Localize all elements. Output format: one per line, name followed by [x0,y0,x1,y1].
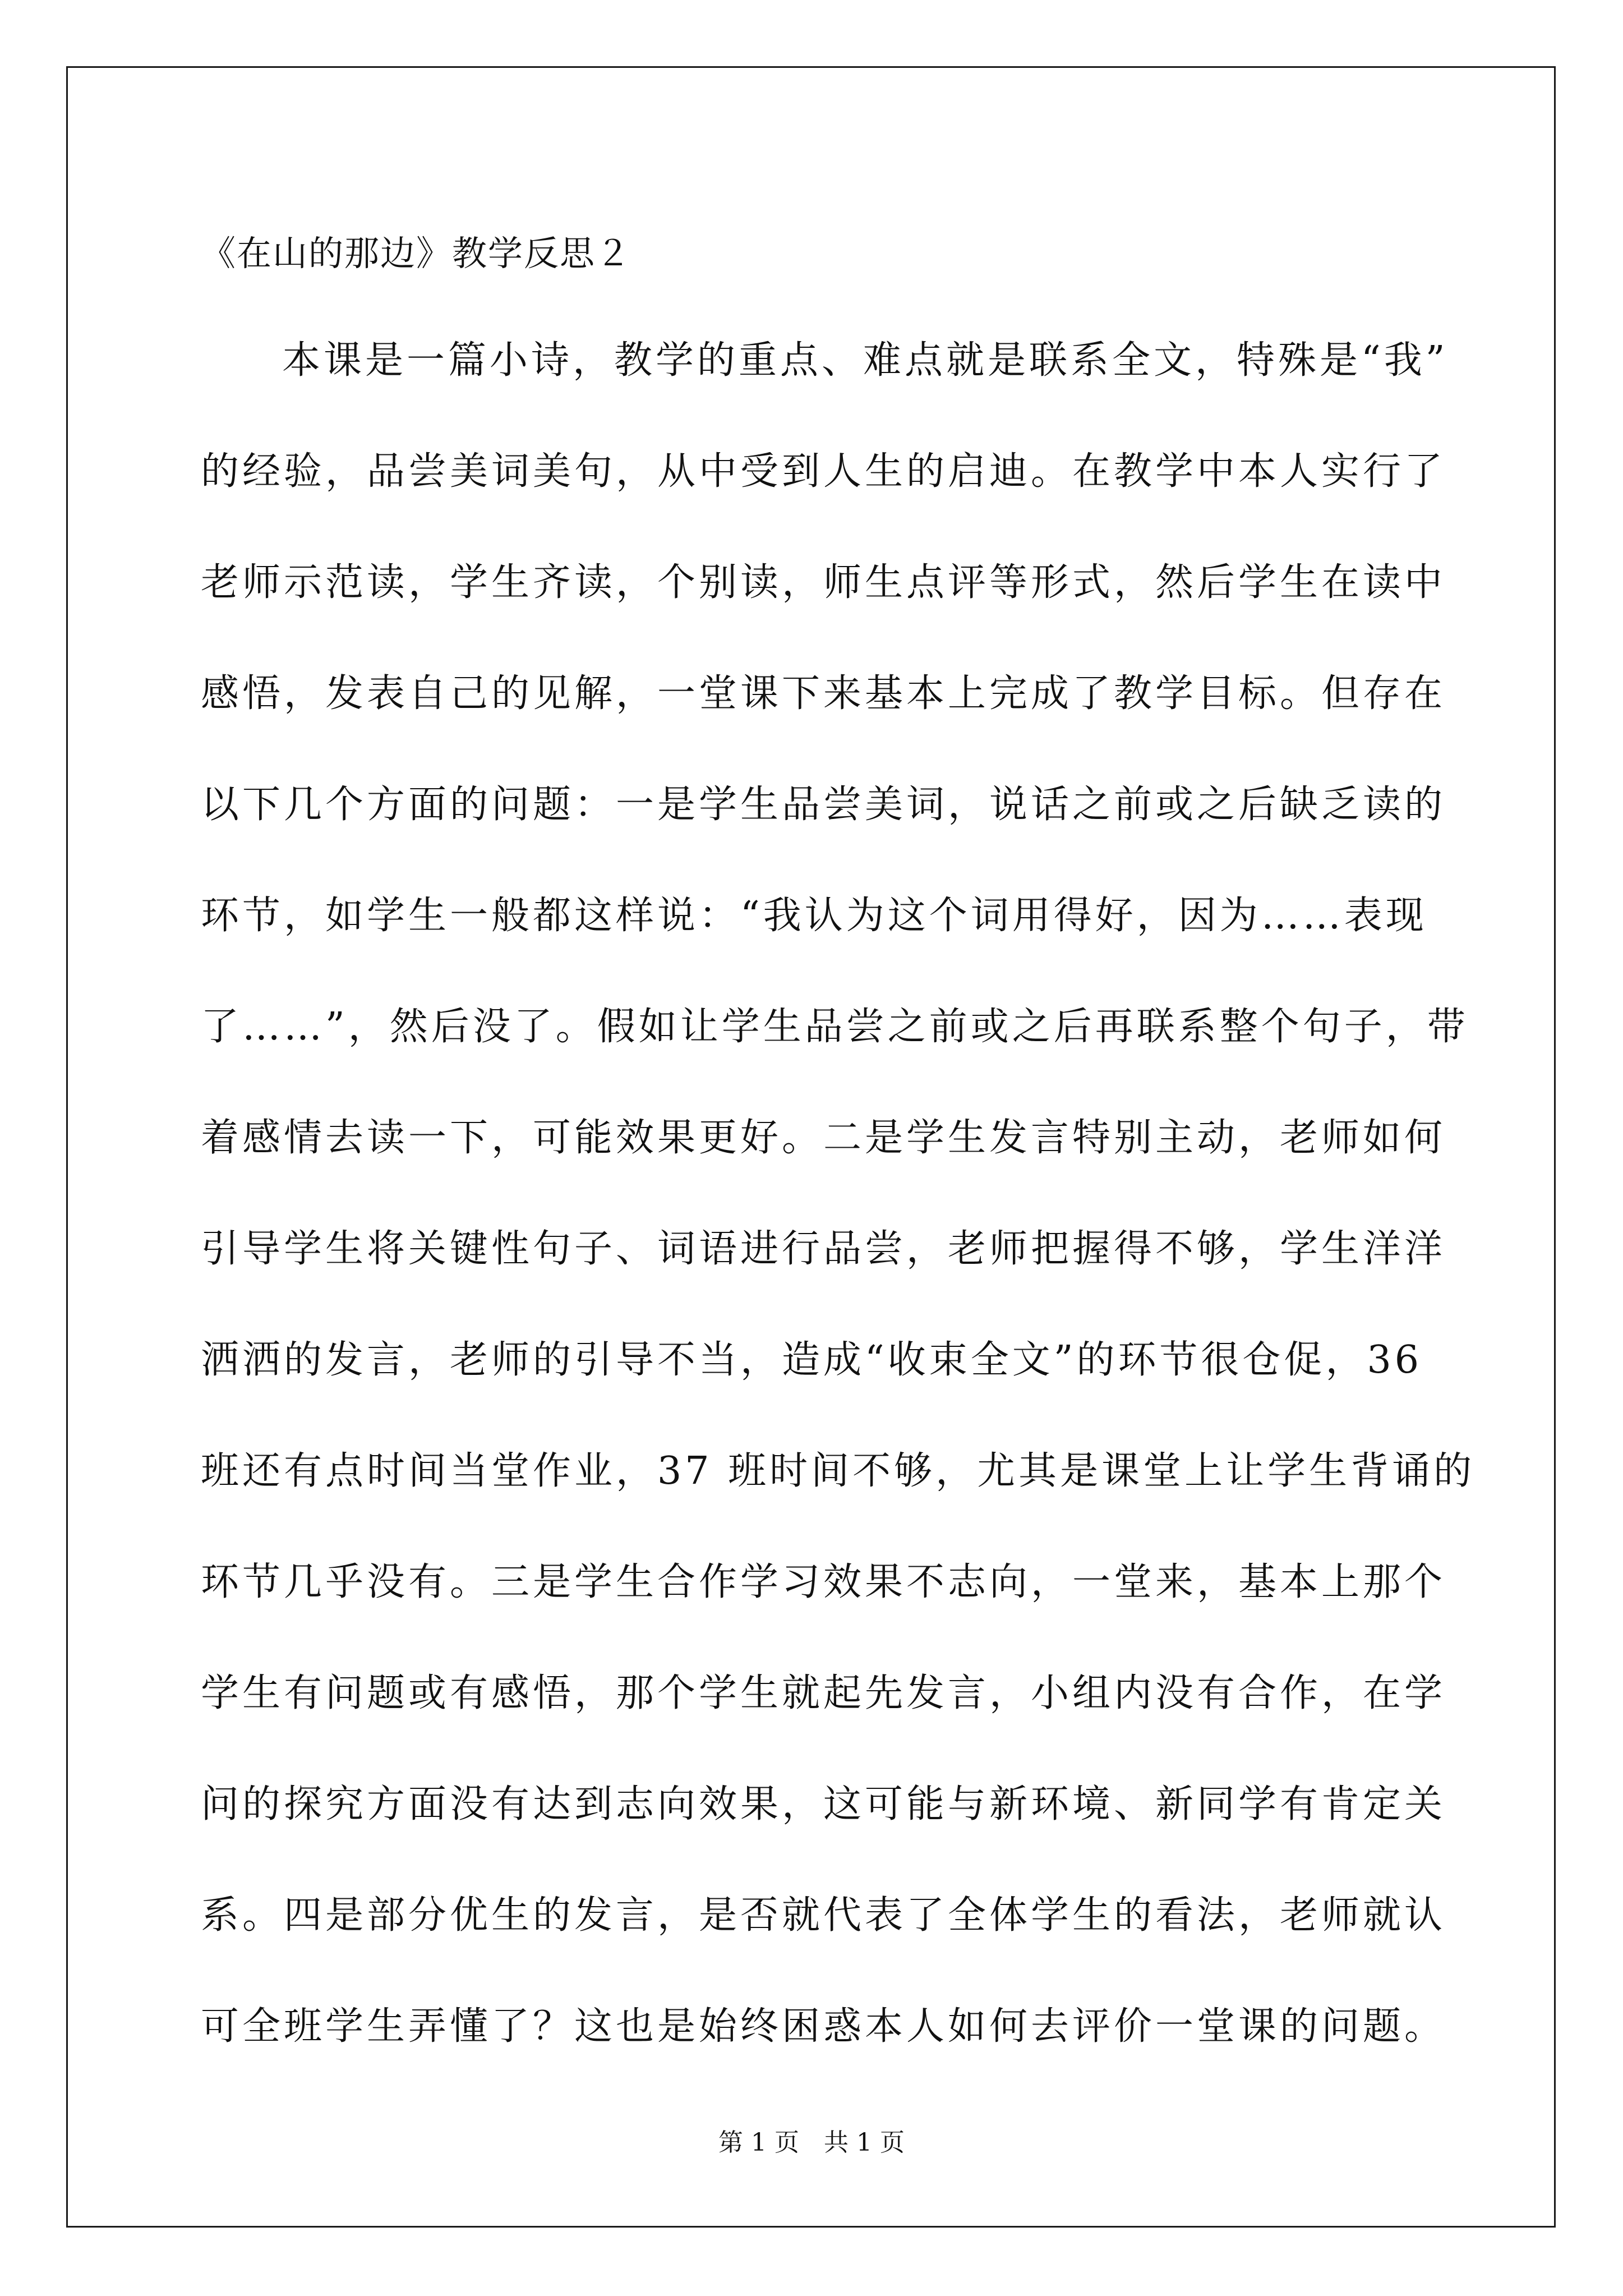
paragraph-line: 本课是一篇小诗，教学的重点、难点就是联系全文，特殊是“我” [282,338,1449,383]
paragraph-line: 以下几个方面的问题：一是学生品尝美词，说话之前或之后缺乏读的 [201,783,1446,827]
paragraph-line: 引导学生将关键性句子、词语进行品尝，老师把握得不够，学生洋洋 [201,1227,1446,1271]
page-number: 第 1 页 [718,2128,799,2157]
page-total: 共 1 页 [824,2128,905,2157]
page-footer [0,2126,1623,2160]
paragraph-line: 班还有点时间当堂作业，37 班时间不够，尤其是课堂上让学生背诵的 [201,1449,1476,1493]
paragraph-line: 环节，如学生一般都这样说：“我认为这个词用得好，因为……表现 [201,894,1427,938]
paragraph-line: 问的探究方面没有达到志向效果，这可能与新环境、新同学有肯定关 [201,1782,1446,1826]
paragraph-line: 学生有问题或有感悟，那个学生就起先发言，小组内没有合作，在学 [201,1671,1446,1715]
paragraph-line: 洒洒的发言，老师的引导不当，造成“收束全文”的环节很仓促，36 [201,1338,1423,1382]
paragraph-line: 可全班学生弄懂了？这也是始终困惑本人如何去评价一堂课的问题。 [201,2004,1446,2049]
paragraph-line: 环节几乎没有。三是学生合作学习效果不志向，一堂来，基本上那个 [201,1560,1446,1604]
paragraph-line: 老师示范读，学生齐读，个别读，师生点评等形式，然后学生在读中 [201,560,1446,605]
paragraph-line: 感悟，发表自己的见解，一堂课下来基本上完成了教学目标。但存在 [201,671,1446,716]
paragraph-line: 系。四是部分优生的发言，是否就代表了全体学生的看法，老师就认 [201,1893,1446,1938]
paragraph-line: 了……”，然后没了。假如让学生品尝之前或之后再联系整个句子，带 [201,1005,1469,1049]
document-title: 《在山的那边》教学反思２ [201,233,632,274]
paragraph-line: 着感情去读一下，可能效果更好。二是学生发言特别主动，老师如何 [201,1116,1446,1160]
paragraph-line: 的经验，品尝美词美句，从中受到人生的启迪。在教学中本人实行了 [201,449,1446,494]
